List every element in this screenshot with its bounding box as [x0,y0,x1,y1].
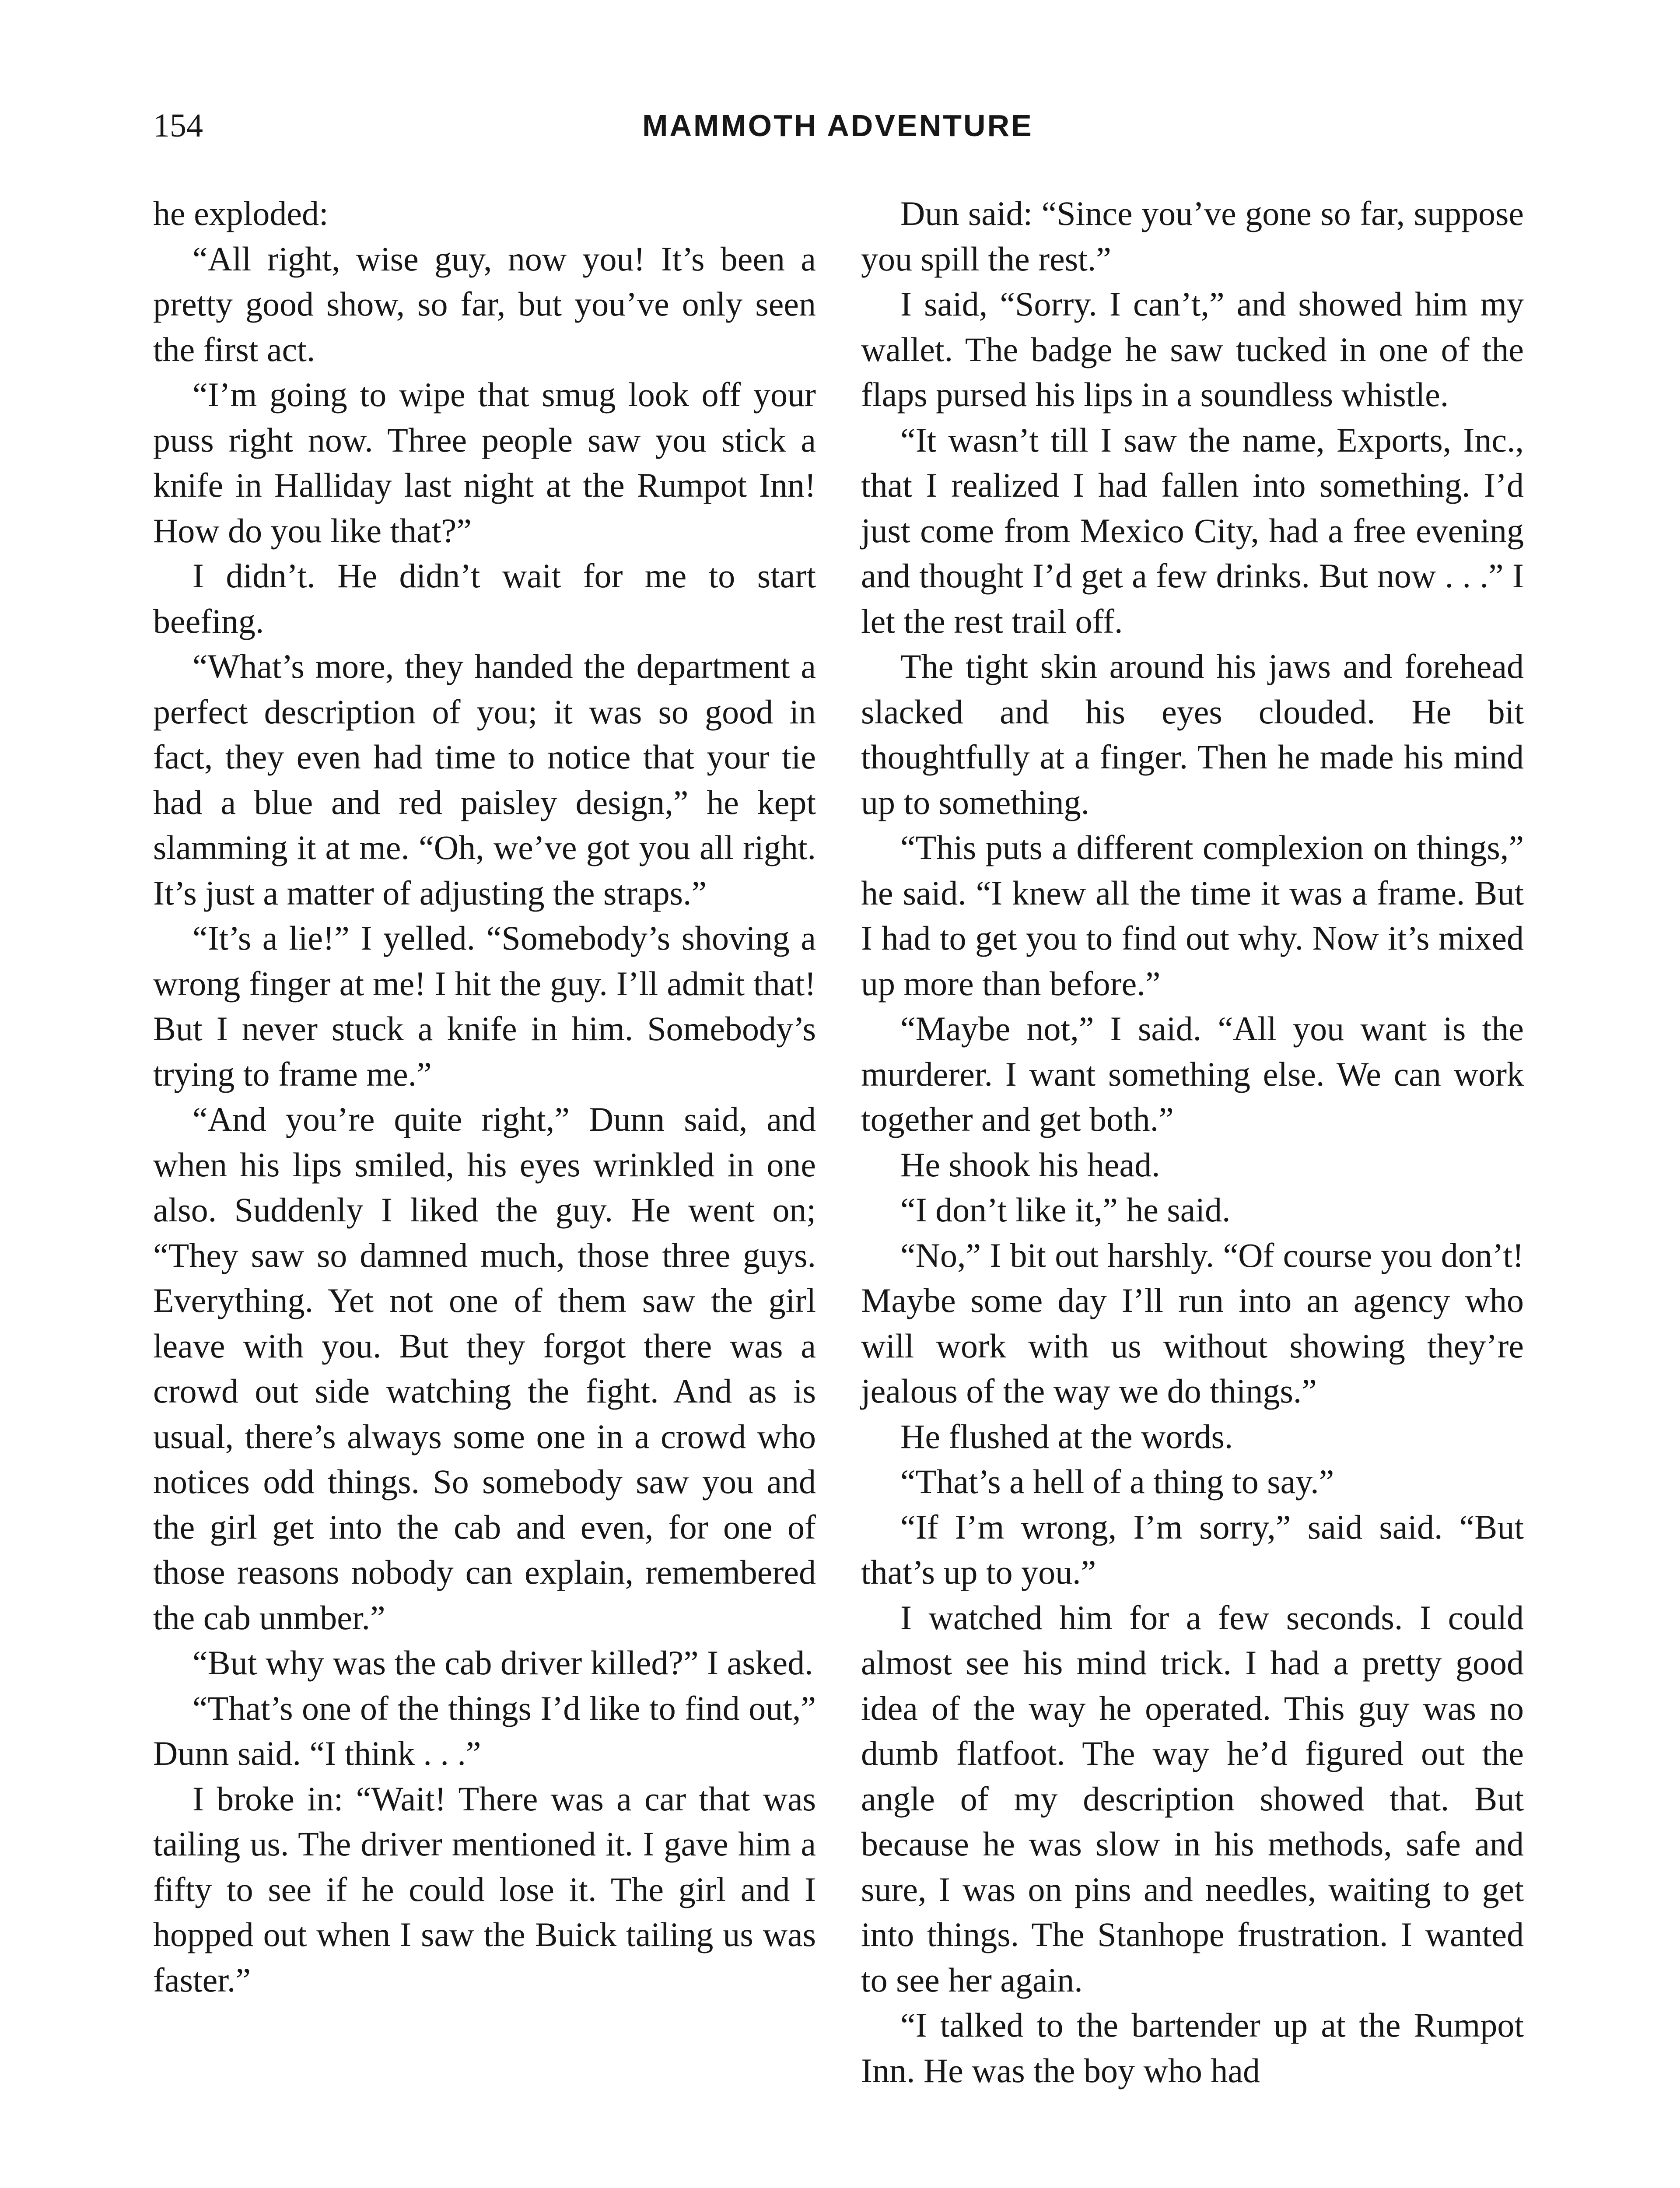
paragraph: “I talked to the bartender up at the Rumpot Inn. He was the boy who had [861,2006,1524,2090]
right-column [861,191,1524,2093]
paragraph: he exploded: [153,194,329,232]
page-header [153,93,1522,158]
paragraph: “Maybe not,” I said. “All you want is the murderer. I want something else. We can work together and get both.” [861,1010,1524,1138]
paragraph: “It wasn’t till I saw the name, Exports, Inc., that I realized I had fallen into something. I’d just come from Mexico City, had a free evening and thought I’d get a few drinks. But now . . .” I let the rest trail off. [861,421,1524,640]
paragraph: I didn’t. He didn’t wait for me to start beefing. [153,557,816,640]
paragraph: “All right, wise guy, now you! It’s been a pretty good show, so far, but you’ve only seen the first act. [153,239,816,368]
paragraph: “That’s a hell of a thing to say.” [900,1462,1334,1501]
paragraph: I watched him for a few seconds. I could almost see his mind trick. I had a pretty good idea of the way he operated. This guy was no dumb flatfoot. The way he’d figured out the angle of my description showed that. But because he was slow in his methods, safe and sure, I was on pins and needles, waiting to get into things. The Stanhope frustration. I wanted to see her again. [861,1598,1524,1999]
paragraph: “No,” I bit out harshly. “Of course you don’t! Maybe some day I’ll run into an agency who will work with us without showing they’re jealous of the way we do things.” [861,1236,1524,1410]
paragraph: I broke in: “Wait! There was a car that was tailing us. The driver mentioned it. I gave him a fifty to see if he could lose it. The girl and I hopped out when I saw the Buick tailing us was faster.” [153,1779,816,1999]
page-number: 154 [153,107,203,144]
paragraph: “If I’m wrong, I’m sorry,” said said. “But that’s up to you.” [861,1508,1524,1591]
paragraph: “That’s one of the things I’d like to find out,” Dunn said. “I think . . .” [153,1689,816,1772]
paragraph: “It’s a lie!” I yelled. “Somebody’s shoving a wrong finger at me! I hit the guy. I’ll admit that! But I never stuck a knife in him. Somebody’s trying to frame me.” [153,919,816,1093]
running-head: MAMMOTH ADVENTURE [642,109,1033,143]
paragraph: “And you’re quite right,” Dunn said, and when his lips smiled, his eyes wrinkled in one also. Suddenly I liked the guy. He went on; “They saw so damned much, those three guys. Everything. Yet not one of them saw the girl leave with you. But they forgot there was a crowd out side watching the fight. And as is usual, there’s always some one in a crowd who notices odd things. So somebody saw you and the girl get into the cab and even, for one of those reasons nobody can explain, remembered the cab unmber.” [153,1100,816,1637]
paragraph: I said, “Sorry. I can’t,” and showed him my wallet. The badge he saw tucked in one of the flaps pursed his lips in a soundless whistle. [861,285,1524,414]
paragraph: He shook his head. [900,1145,1160,1184]
paragraph: He flushed at the words. [900,1417,1233,1455]
paragraph: “I don’t like it,” he said. [900,1191,1231,1229]
paragraph: The tight skin around his jaws and forehead slacked and his eyes clouded. He bit thoughtfully at a finger. Then he made his mind up to something. [861,647,1524,821]
paragraph: “What’s more, they handed the department a perfect description of you; it was so good in fact, they even had time to notice that your tie had a blue and red paisley design,” he kept slamming it at me. “Oh, we’ve got you all right. It’s just a matter of adjusting the straps.” [153,647,816,912]
paragraph: “But why was the cab driver killed?” I asked. [192,1644,813,1682]
paragraph: “This puts a different complexion on things,” he said. “I knew all the time it was a frame. But I had to get you to find out why. Now it’s mixed up more than before.” [861,828,1524,1003]
left-column [153,191,816,2002]
paragraph: “I’m going to wipe that smug look off your puss right now. Three people saw you stick a knife in Halliday last night at the Rumpot Inn! How do you like that?” [153,375,816,550]
paragraph: Dun said: “Since you’ve gone so far, suppose you spill the rest.” [861,194,1524,278]
